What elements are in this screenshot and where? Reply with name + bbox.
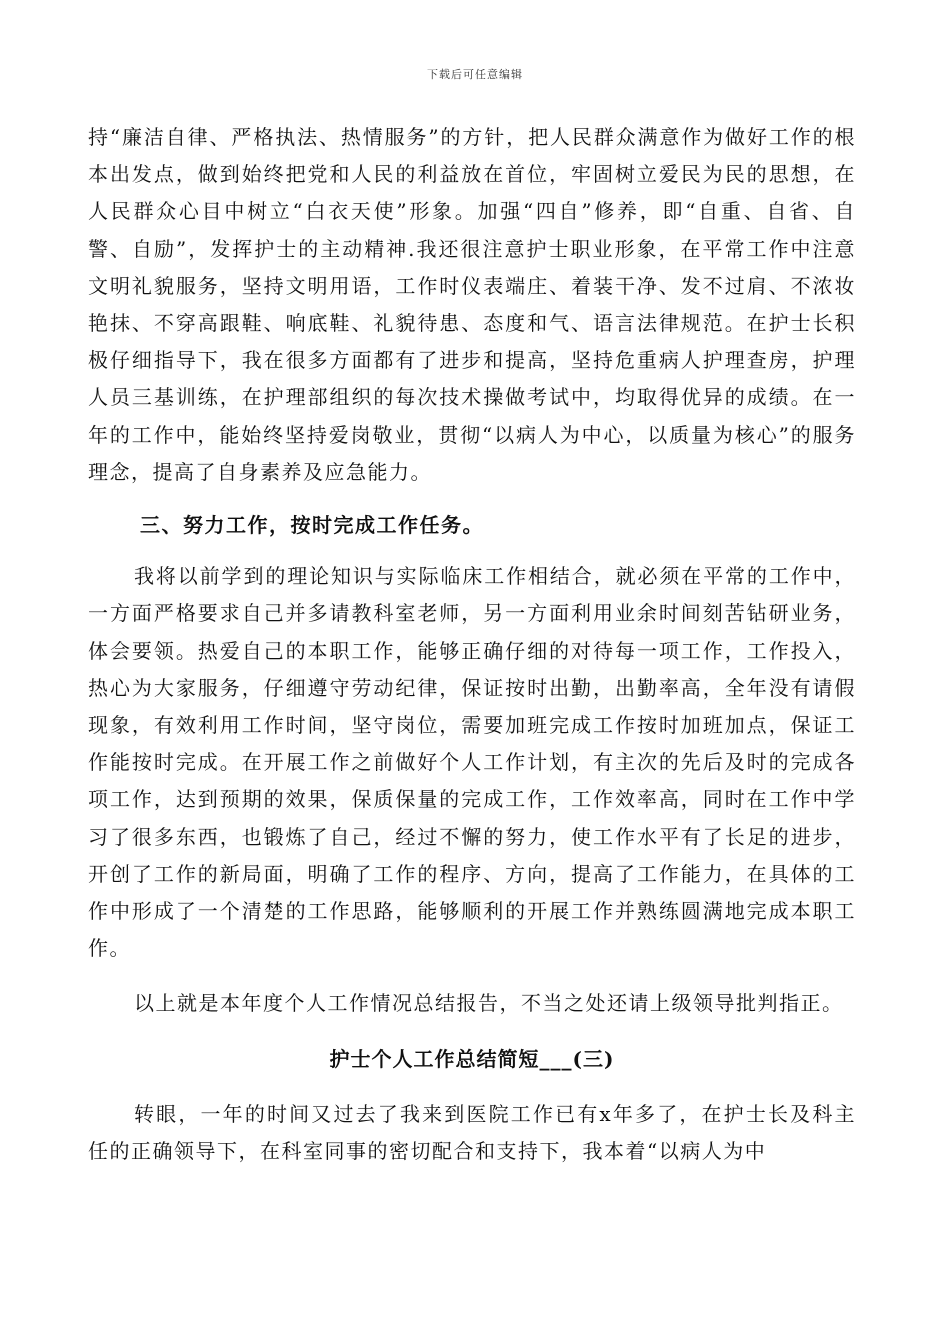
- page-header: 下载后可任意编辑: [427, 68, 523, 81]
- paragraph-intro-part-3: 转眼，一年的时间又过去了我来到医院工作已有x年多了，在护士长及科主任的正确领导下，在科室同事的密切配合和支持下，我本着“以病人为中: [88, 1101, 856, 1164]
- document-body: [88, 119, 856, 1170]
- paragraph-professional-image: 持“廉洁自律、严格执法、热情服务”的方针，把人民群众满意作为做好工作的根本出发点，做到始终把党和人民的利益放在首位，牢固树立爱民为民的思想，在人民群众心目中树立“白衣天使”形象。加强“四自”修养，即“自重、自省、自警、自励”，发挥护士的主动精神.我还很注意护士职业形象，在平常工作中注意文明礼貌服务，坚持文明用语，工作时仪表端庄、着装干净、发不过肩、不浓妆艳抹、不穿高跟鞋、响底鞋、礼貌待患、态度和气、语言法律规范。在护士长积极仔细指导下，我在很多方面都有了进步和提高，坚持危重病人护理查房，护理人员三基训练，在护理部组织的每次技术操做考试中，均取得优异的成绩。在一年的工作中，能始终坚持爱岗敬业，贯彻“以病人为中心，以质量为核心”的服务理念，提高了自身素养及应急能力。: [88, 125, 856, 484]
- paragraph-closing: 以上就是本年度个人工作情况总结报告，不当之处还请上级领导批判指正。: [134, 991, 844, 1016]
- section-heading-3: 三、努力工作，按时完成工作任务。: [140, 513, 484, 538]
- paragraph-work-tasks: 我将以前学到的理论知识与实际临床工作相结合，就必须在平常的工作中，一方面严格要求自己并多请教科室老师，另一方面利用业余时间刻苦钻研业务，体会要领。热爱自己的本职工作，能够正确仔细的对待每一项工作，工作投入，热心为大家服务，仔细遵守劳动纪律，保证按时出勤，出勤率高，全年没有请假现象，有效利用工作时间，坚守岗位，需要加班完成工作按时加班加点，保证工作能按时完成。在开展工作之前做好个人工作计划，有主次的先后及时的完成各项工作，达到预期的效果，保质保量的完成工作，工作效率高，同时在工作中学习了很多东西，也锻炼了自己，经过不懈的努力，使工作水平有了长足的进步，开创了工作的新局面，明确了工作的程序、方向，提高了工作能力，在具体的工作中形成了一个清楚的工作思路，能够顺利的开展工作并熟练圆满地完成本职工作。: [88, 564, 856, 961]
- document-title-part-3: 护士个人工作总结简短___(三): [329, 1046, 615, 1071]
